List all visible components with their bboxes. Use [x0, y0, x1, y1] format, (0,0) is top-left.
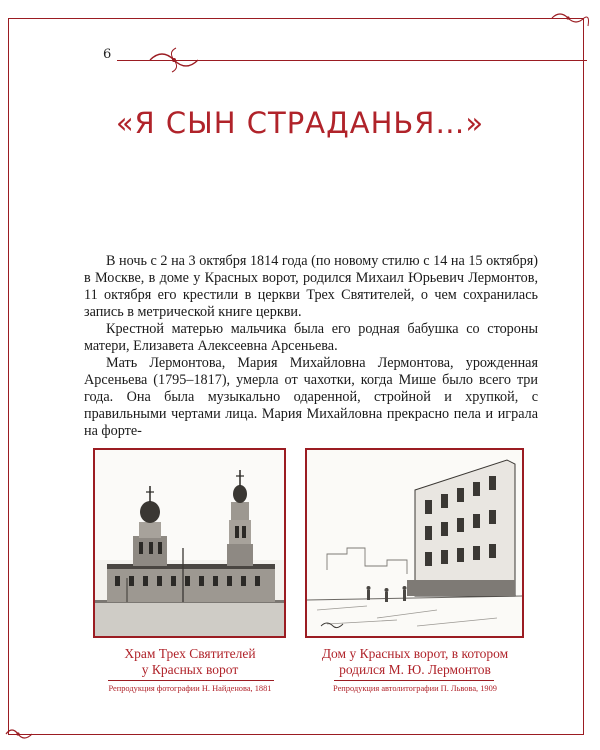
caption-line: Храм Трех Святителей: [124, 646, 256, 661]
house-lithograph: [305, 448, 524, 638]
paragraph: Крестной матерью мальчика была его родная бабушка со стороны матери, Елизавета Алексеевна Арсеньева.: [84, 321, 538, 354]
caption-line: у Красных ворот: [141, 662, 239, 677]
church-photo: [93, 448, 286, 638]
page-number: 6: [103, 47, 112, 62]
chapter-title: «Я СЫН СТРАДАНЬЯ…»: [115, 106, 485, 140]
caption-line: родился М. Ю. Лермонтов: [339, 662, 491, 677]
corner-ornament-icon: [548, 6, 594, 36]
caption-line: Дом у Красных ворот, в котором: [321, 646, 509, 661]
figure-credit: Репродукция фотографии Н. Найденова, 1881: [108, 684, 272, 693]
figure-credit: Репродукция автолитографии П. Львова, 1909: [333, 684, 497, 693]
header-flourish-icon: [146, 42, 206, 78]
house-lithograph-icon: [307, 450, 522, 636]
credit-rule: [334, 680, 494, 681]
corner-ornament-icon: [2, 722, 42, 746]
church-photo-icon: [95, 450, 284, 636]
paragraph: В ночь с 2 на 3 октября 1814 года (по новому стилю с 14 на 15 октября) в Москве, в доме у Красных ворот, родился Михаил Юрьевич Лермонтов, 11 октября его крестили в церкви Трех Святителей, о чем сохранилась запись в метрической книге церкви.: [84, 253, 538, 320]
figure-caption: [80, 646, 300, 678]
paragraph: Мать Лермонтова, Мария Михайловна Лермонтова, урожденная Арсеньева (1795–1817), умерла от чахотки, когда Мише было всего три года. Она была музыкально одаренной, стройной и хрупкой, с правильными чертами лица. Мария Михайловна прекрасно пела и играла на форте-: [84, 355, 538, 439]
credit-rule: [108, 680, 274, 681]
figure-caption: [304, 646, 526, 678]
body-text: [84, 253, 538, 440]
